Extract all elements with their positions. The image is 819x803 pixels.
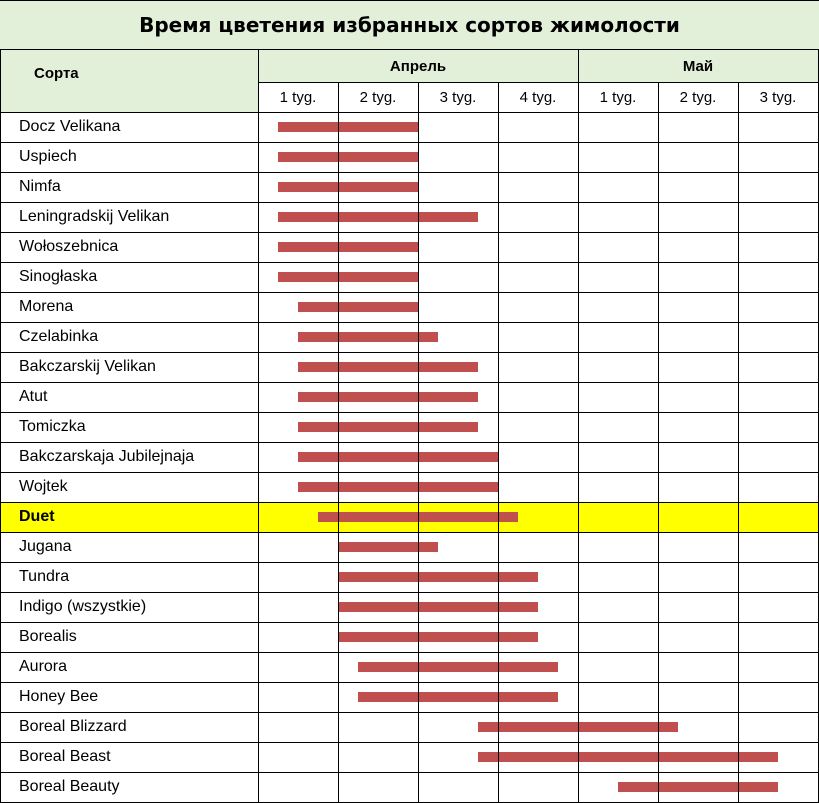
grid-line	[578, 50, 579, 803]
bloom-bar	[298, 482, 498, 492]
grid-line	[498, 82, 499, 803]
grid-line	[418, 82, 419, 803]
variety-label: Atut	[19, 388, 48, 405]
bloom-bar	[618, 782, 778, 792]
grid-line	[0, 742, 818, 743]
grid-line	[658, 82, 659, 803]
variety-label: Boreal Beast	[19, 748, 111, 765]
bloom-bar	[298, 302, 418, 312]
bloom-bar	[278, 242, 418, 252]
grid-line	[0, 292, 818, 293]
variety-label: Boreal Blizzard	[19, 718, 127, 735]
grid-line	[0, 652, 818, 653]
variety-label: Bakczarskaja Jubilejnaja	[19, 448, 195, 465]
grid-line	[0, 712, 818, 713]
grid-line	[0, 262, 818, 263]
variety-label: Aurora	[19, 658, 68, 675]
bloom-bar	[298, 392, 478, 402]
chart-title: Время цветения избранных сортов жимолости	[139, 13, 680, 37]
week-header: 1 tyg.	[578, 82, 658, 112]
bloom-bar	[298, 332, 438, 342]
variety-label: Tundra	[19, 568, 70, 585]
bloom-bar	[278, 122, 418, 132]
grid-line	[0, 382, 818, 383]
variety-label: Honey Bee	[19, 688, 99, 705]
bloom-bar	[338, 572, 538, 582]
bloom-bar	[478, 752, 778, 762]
grid-line	[0, 50, 1, 803]
bloom-bar	[298, 422, 478, 432]
grid-line	[0, 322, 818, 323]
grid-line	[0, 202, 818, 203]
grid-line	[0, 472, 818, 473]
grid-line	[0, 442, 818, 443]
chart-title-bar	[0, 0, 819, 50]
variety-label: Nimfa	[19, 178, 61, 195]
month-header-2: Май	[578, 50, 818, 82]
grid-line	[338, 82, 339, 803]
grid-line	[0, 172, 818, 173]
variety-label: Docz Velikana	[19, 118, 121, 135]
variety-label: Uspiech	[19, 148, 77, 165]
bloom-bar	[358, 662, 558, 672]
variety-label: Indigo (wszystkie)	[19, 598, 147, 615]
varieties-header: Сорта	[0, 50, 258, 112]
grid-line	[0, 352, 818, 353]
variety-label: Borealis	[19, 628, 77, 645]
week-header: 4 tyg.	[498, 82, 578, 112]
variety-label: Jugana	[19, 538, 72, 555]
variety-label: Morena	[19, 298, 74, 315]
grid-line	[0, 532, 818, 533]
week-header: 1 tyg.	[258, 82, 338, 112]
grid-line	[0, 772, 818, 773]
variety-label: Wojtek	[19, 478, 68, 495]
grid-line	[0, 502, 818, 503]
grid-line	[738, 82, 739, 803]
variety-label: Czelabinka	[19, 328, 99, 345]
variety-label: Tomiczka	[19, 418, 86, 435]
bloom-bar	[338, 632, 538, 642]
grid-line	[0, 592, 818, 593]
bloom-bar	[278, 212, 478, 222]
grid-line	[258, 82, 818, 83]
grid-line	[0, 232, 818, 233]
grid-line	[0, 562, 818, 563]
variety-label: Wołoszebnica	[19, 238, 119, 255]
variety-label: Leningradskij Velikan	[19, 208, 170, 225]
bloom-bar	[298, 452, 498, 462]
grid-line	[0, 142, 818, 143]
week-header: 3 tyg.	[738, 82, 818, 112]
bloom-bar	[338, 602, 538, 612]
month-header-1: Апрель	[258, 50, 578, 82]
bloom-bar	[278, 272, 418, 282]
grid-line	[0, 682, 818, 683]
bloom-bar	[358, 692, 558, 702]
bloom-bar	[278, 182, 418, 192]
week-header: 2 tyg.	[338, 82, 418, 112]
variety-label: Boreal Beauty	[19, 778, 120, 795]
week-header: 3 tyg.	[418, 82, 498, 112]
bloom-bar	[338, 542, 438, 552]
bloom-bar	[298, 362, 478, 372]
bloom-bar	[278, 152, 418, 162]
grid-line	[258, 50, 259, 803]
week-header: 2 tyg.	[658, 82, 738, 112]
variety-label: Duet	[19, 508, 55, 525]
grid-line	[0, 112, 818, 113]
grid-line	[0, 622, 818, 623]
variety-label: Sinogłaska	[19, 268, 98, 285]
grid-line	[0, 412, 818, 413]
variety-label: Bakczarskij Velikan	[19, 358, 156, 375]
